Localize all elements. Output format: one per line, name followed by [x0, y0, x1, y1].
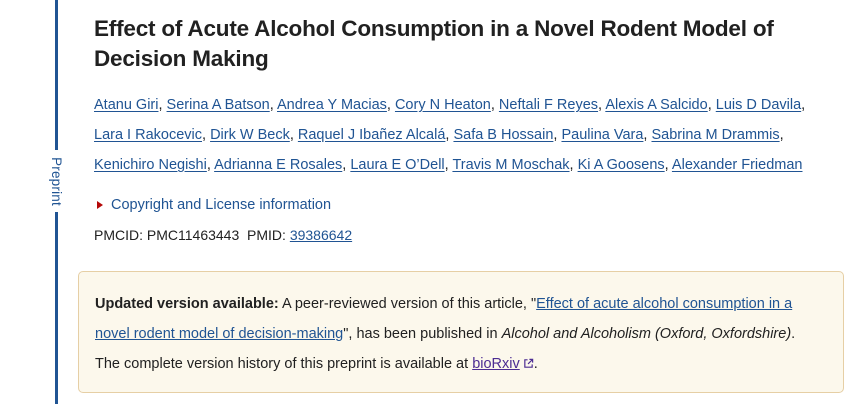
author-separator: , — [289, 127, 298, 143]
pmcid-label: PMCID: — [94, 227, 143, 243]
author-separator: , — [206, 157, 215, 173]
author-link[interactable]: Ki A Goosens — [577, 157, 665, 173]
author-list — [94, 90, 834, 180]
notice-text-1: A peer-reviewed version of this article, " — [278, 296, 537, 312]
preprint-label-text: Preprint — [48, 156, 64, 206]
author-link[interactable]: Dirk W Beck — [210, 127, 290, 143]
author-separator: , — [158, 97, 167, 113]
author-link[interactable]: Atanu Giri — [94, 97, 159, 113]
author-link[interactable]: Andrea Y Macias — [277, 97, 387, 113]
preprint-label — [44, 150, 68, 212]
journal-name: Alcohol and Alcoholism (Oxford, Oxfordshire) — [501, 326, 792, 342]
author-link[interactable]: Kenichiro Negishi — [94, 157, 207, 173]
author-separator: , — [643, 127, 652, 143]
author-link[interactable]: Alexis A Salcido — [605, 97, 708, 113]
notice-heading: Updated version available: — [95, 296, 279, 312]
author-separator: , — [553, 127, 562, 143]
author-separator: , — [664, 157, 672, 173]
author-separator: , — [342, 157, 351, 173]
author-link[interactable]: Alexander Friedman — [671, 157, 803, 173]
biorxiv-link[interactable] — [472, 356, 534, 372]
author-separator: , — [598, 97, 606, 113]
history-end: . — [533, 356, 538, 372]
history-text: The complete version history of this preprint is available at — [95, 356, 473, 372]
author-separator: , — [269, 97, 277, 113]
author-separator: , — [445, 127, 454, 143]
triangle-right-icon — [97, 201, 103, 209]
article-title: Effect of Acute Alcohol Consumption in a Novel Rodent Model of Decision Making — [94, 16, 774, 71]
article-ids — [94, 225, 834, 245]
author-link[interactable]: Neftali F Reyes — [498, 97, 599, 113]
pmid-link[interactable]: 39386642 — [289, 227, 353, 243]
author-separator: , — [386, 97, 395, 113]
author-separator: , — [779, 127, 784, 143]
author-separator: , — [444, 157, 453, 173]
author-separator: , — [707, 97, 716, 113]
external-link-icon — [523, 358, 534, 369]
biorxiv-link-label: bioRxiv — [472, 356, 520, 372]
article-header — [94, 14, 834, 245]
peer-reviewed-article-link[interactable]: Effect of acute alcohol consumption in a novel rodent model of decision-making — [95, 296, 793, 342]
author-link[interactable]: Adrianna E Rosales — [214, 157, 343, 173]
author-link[interactable]: Safa B Hossain — [453, 127, 554, 143]
notice-text-2: ", has been published in — [343, 326, 502, 342]
updated-version-notice — [78, 271, 844, 393]
author-link[interactable]: Serina A Batson — [166, 97, 270, 113]
author-link[interactable]: Travis M Moschak — [452, 157, 570, 173]
author-link[interactable]: Lara I Rakocevic — [94, 127, 202, 143]
author-link[interactable]: Sabrina M Drammis — [651, 127, 780, 143]
author-link[interactable]: Luis D Davila — [715, 97, 802, 113]
author-link[interactable]: Laura E O’Dell — [350, 157, 445, 173]
author-link[interactable]: Paulina Vara — [561, 127, 644, 143]
pmcid-value: PMC11463443 — [146, 227, 240, 243]
author-separator: , — [569, 157, 578, 173]
author-separator: , — [490, 97, 499, 113]
author-separator: , — [202, 127, 211, 143]
copyright-license-label: Copyright and License information — [111, 197, 332, 213]
author-link[interactable]: Cory N Heaton — [394, 97, 491, 113]
notice-text-3: . — [791, 326, 796, 342]
pmid-label: PMID: — [247, 227, 286, 243]
copyright-license-toggle[interactable] — [94, 195, 834, 215]
author-link[interactable]: Raquel J Ibañez Alcalá — [297, 127, 446, 143]
author-separator: , — [801, 97, 806, 113]
